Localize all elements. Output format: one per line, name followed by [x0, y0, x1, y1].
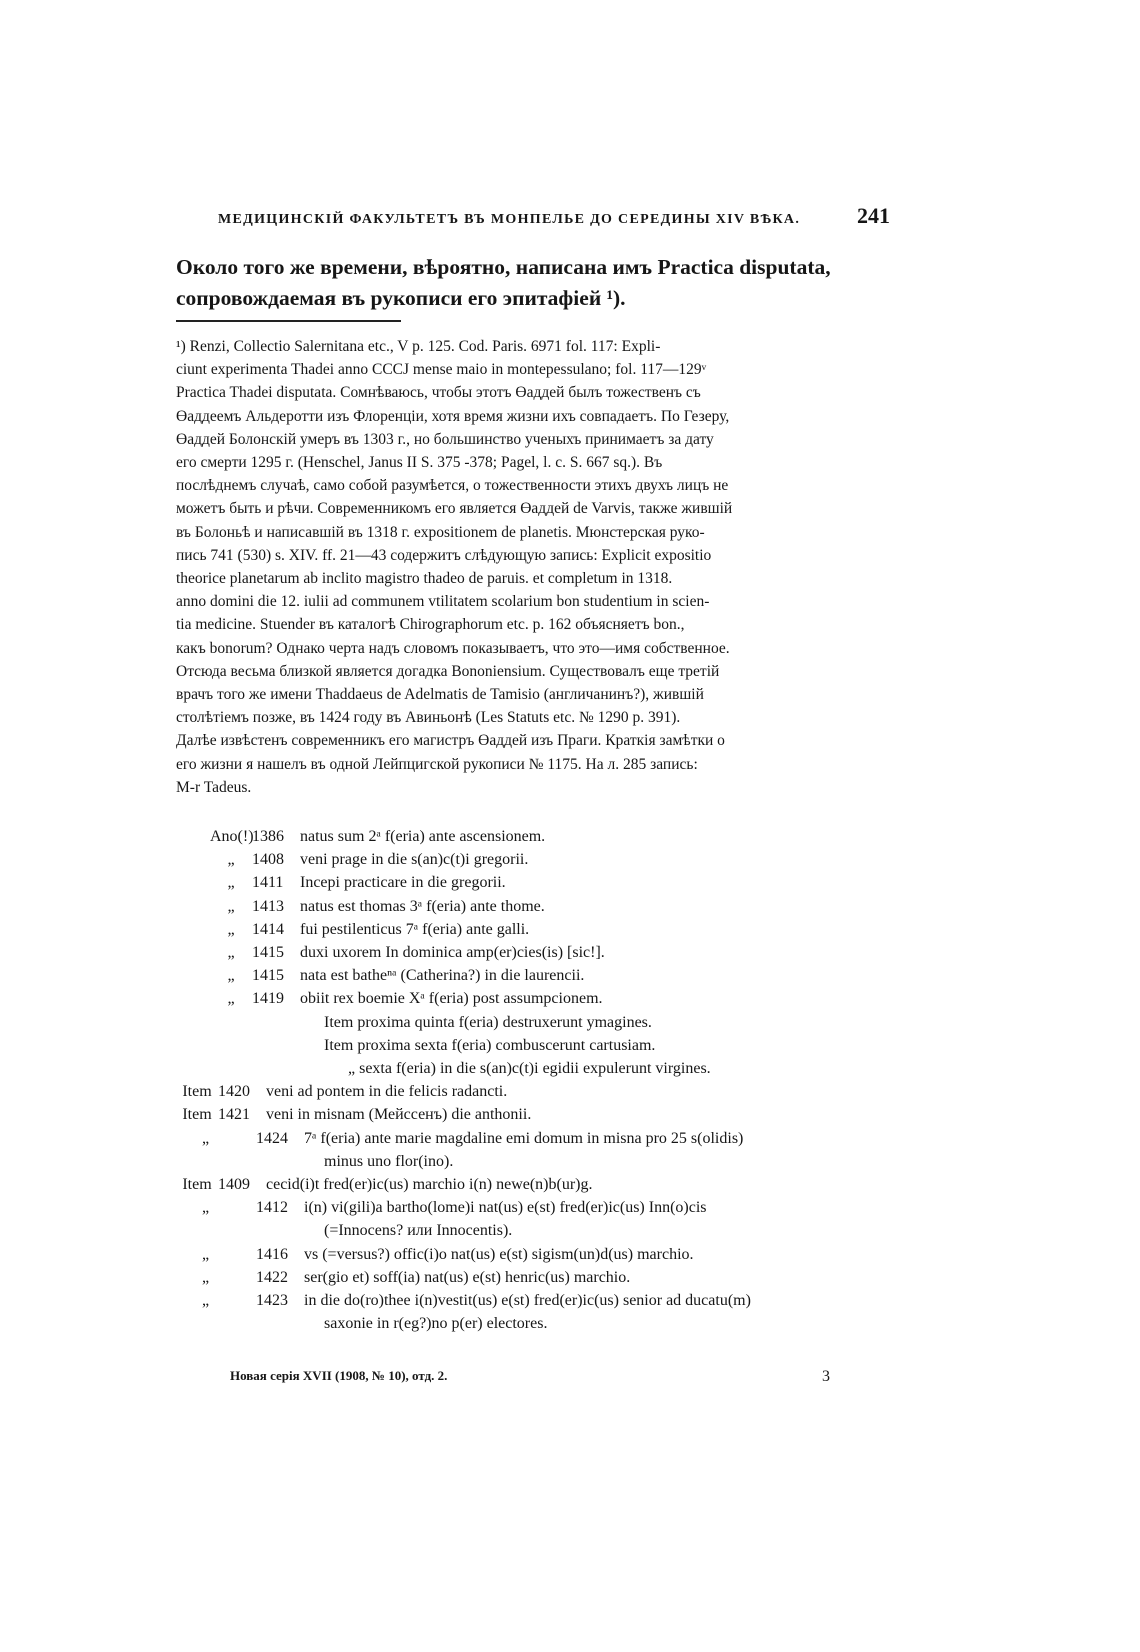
- entry-text: 7ᵃ f(eria) ante marie magdaline emi domum in misna pro 25 s(olidis): [304, 1129, 744, 1147]
- entry-year: 1413: [252, 897, 284, 915]
- footnote-line: можетъ быть и рѣчи. Современникомъ его является Өаддей de Varvis, также жившій: [176, 500, 733, 518]
- chronicle-entries: [176, 825, 896, 1335]
- entry-prefix: Item: [182, 1083, 212, 1101]
- footnote-line: столѣтіемъ позже, въ 1424 году въ Авиньонѣ (Les Statuts etc. № 1290 p. 391).: [176, 709, 681, 727]
- entry-text: obiit rex boemie Xᵃ f(eria) post assumpcionem.: [300, 990, 603, 1008]
- footnote-line: врачъ того же имени Thaddaeus de Adelmatis de Tamisio (англичанинъ?), жившій: [176, 686, 704, 704]
- footnote-line: какъ bonorum? Однако черта надъ словомъ показываетъ, что это—имя собственное.: [176, 639, 730, 657]
- entry-year: 1415: [252, 967, 284, 985]
- signature-mark: 3: [822, 1368, 830, 1385]
- chronicle-entry: [176, 895, 896, 918]
- footnote-line: Далѣе извѣстенъ современникъ его магистръ Өаддей изъ Праги. Краткія замѣтки о: [176, 732, 725, 750]
- chronicle-entry: [176, 871, 896, 894]
- entry-text: ser(gio et) soff(ia) nat(us) e(st) henric(us) marchio.: [304, 1268, 631, 1286]
- entry-year: 1386: [252, 828, 284, 845]
- chronicle-entry: [176, 1127, 896, 1150]
- footnote-line: M-r Tadeus.: [176, 778, 252, 796]
- intro-line: сопровождаемая въ рукописи его эпитафіей ¹).: [176, 286, 626, 310]
- entry-prefix: „: [202, 1245, 210, 1263]
- footnote-line: послѣднемъ случаѣ, само собой разумѣется, о тожественности этихъ двухъ лицъ не: [176, 477, 729, 495]
- footnote-line: Өаддей Болонскій умеръ въ 1303 г., но большинство ученыхъ принимаетъ за дату: [176, 430, 714, 448]
- footnote-line: Отсюда весьма близкой является догадка Bononiensium. Существовалъ еще третій: [176, 662, 720, 680]
- entry-year: 1416: [256, 1245, 288, 1263]
- intro-line: Около того же времени, вѣроятно, написана имъ Practica disputata,: [176, 255, 831, 279]
- entry-text: natus est thomas 3ᵃ f(eria) ante thome.: [300, 897, 545, 915]
- entry-prefix: „: [202, 1129, 210, 1147]
- entry-prefix: Ano(!): [210, 828, 254, 845]
- chronicle-item-line: Item proxima sexta f(eria) combuscerunt cartusiam.: [324, 1036, 656, 1054]
- entry-year: 1415: [252, 944, 284, 962]
- footnote-line: ciunt experimenta Thadei anno CCCJ mense maio in montepessulano; fol. 117—129ᵛ: [176, 361, 707, 379]
- entry-year: 1411: [252, 874, 284, 892]
- page-number: 241: [857, 203, 890, 228]
- entry-prefix: „: [227, 944, 235, 962]
- entry-text: cecid(i)t fred(er)ic(us) marchio i(n) newe(n)b(ur)g.: [266, 1176, 593, 1194]
- footnote-line: anno domini die 12. iulii ad communem vtilitatem scolarium bon studentium in scien-: [176, 593, 710, 611]
- chronicle-entry: [176, 941, 896, 964]
- entry-prefix: „: [202, 1292, 210, 1310]
- chronicle-entry: [176, 1103, 896, 1126]
- chronicle-entry: [176, 1173, 896, 1196]
- chronicle-entry: [176, 964, 896, 987]
- footnote-line: въ Болоньѣ и написавшій въ 1318 г. expositionem de planetis. Мюнстерская руко-: [176, 523, 705, 541]
- page-footer: [230, 1368, 830, 1386]
- running-head: [218, 203, 890, 231]
- chronicle-entry: [176, 825, 896, 848]
- entry-year: 1419: [252, 990, 284, 1008]
- entry-prefix: „: [227, 967, 235, 985]
- entry-text: vs (=versus?) offic(i)o nat(us) e(st) sigism(un)d(us) marchio.: [304, 1245, 694, 1263]
- chronicle-entry: [176, 848, 896, 871]
- entry-year: 1414: [252, 920, 284, 938]
- entry-text: fui pestilenticus 7ᵃ f(eria) ante galli.: [300, 920, 530, 938]
- entry-prefix: „: [227, 920, 235, 938]
- entry-text: veni ad pontem in die felicis radancti.: [266, 1083, 508, 1101]
- entry-year: 1409: [218, 1176, 250, 1194]
- footnote-line: Өаддеемъ Альдеротти изъ Флоренціи, хотя время жизни ихъ совпадаетъ. По Гезеру,: [176, 407, 730, 425]
- entry-prefix: „: [227, 874, 235, 892]
- running-title: МЕДИЦИНСКІЙ ФАКУЛЬТЕТЪ ВЪ МОНПЕЛЬЕ ДО СЕРЕДИНЫ XIV ВѢКА.: [218, 212, 801, 227]
- entry-year: 1420: [218, 1083, 250, 1101]
- chronicle-item-line: Item proxima quinta f(eria) destruxerunt ymagines.: [324, 1013, 652, 1031]
- chronicle-entry: [176, 918, 896, 941]
- chronicle-continuation: saxonie in r(eg?)no p(er) electores.: [324, 1315, 548, 1333]
- footnote: [176, 335, 896, 799]
- chronicle-entry: [176, 1266, 896, 1289]
- chronicle-continuation: (=Innocens? или Innocentis).: [324, 1222, 513, 1240]
- chronicle-entry: [176, 987, 896, 1010]
- chronicle-entry: [176, 1243, 896, 1266]
- entry-prefix: Item: [182, 1106, 212, 1124]
- chronicle-continuation: minus uno flor(ino).: [324, 1152, 454, 1170]
- entry-prefix: Item: [182, 1176, 212, 1194]
- entry-text: veni in misnam (Мейссенъ) die anthonii.: [266, 1106, 532, 1124]
- chronicle-item-line: „ sexta f(eria) in die s(an)c(t)i egidii expulerunt virgines.: [348, 1060, 711, 1078]
- footnote-line: Practica Thadei disputata. Сомнѣваюсь, чтобы этотъ Өаддей былъ тожественъ съ: [176, 384, 701, 402]
- footnote-line: theorice planetarum ab inclito magistro thadeo de paruis. et completum in 1318.: [176, 570, 673, 588]
- entry-text: veni prage in die s(an)c(t)i gregorii.: [300, 851, 529, 869]
- footnote-line: пись 741 (530) s. XIV. ff. 21—43 содержитъ слѣдующую запись: Explicit expositio: [176, 546, 712, 564]
- entry-year: 1412: [256, 1199, 288, 1217]
- entry-year: 1423: [256, 1292, 288, 1310]
- entry-text: i(n) vi(gili)a bartho(lome)i nat(us) e(st) fred(er)ic(us) Inn(o)cis: [304, 1199, 707, 1217]
- footnote-line: его жизни я нашелъ въ одной Лейпцигской рукописи № 1175. На л. 285 запись:: [176, 755, 698, 773]
- entry-year: 1408: [252, 851, 284, 869]
- entry-text: duxi uxorem In dominica amp(er)cies(is) [sic!].: [300, 944, 605, 962]
- entry-text: in die do(ro)thee i(n)vestit(us) e(st) fred(er)ic(us) senior ad ducatu(m): [304, 1292, 751, 1310]
- entry-prefix: „: [202, 1199, 210, 1217]
- chronicle-entry: [176, 1289, 896, 1312]
- chronicle-entry: [176, 1196, 896, 1219]
- series-note: Новая серія XVII (1908, № 10), отд. 2.: [230, 1368, 448, 1383]
- entry-prefix: „: [227, 851, 235, 869]
- entry-year: 1421: [218, 1106, 250, 1124]
- entry-prefix: „: [227, 897, 235, 915]
- footnote-rule: [176, 320, 401, 322]
- entry-prefix: „: [227, 990, 235, 1008]
- entry-year: 1424: [256, 1129, 288, 1147]
- chronicle-entry: [176, 1080, 896, 1103]
- intro-paragraph: [176, 252, 896, 314]
- entry-text: nata est batheⁿᵃ (Catherina?) in die laurencii.: [300, 967, 585, 985]
- entry-text: Incepi practicare in die gregorii.: [300, 874, 506, 892]
- footnote-line: tia medicine. Stuender въ каталогѣ Chirographorum etc. p. 162 объясняетъ bon.,: [176, 616, 685, 634]
- entry-text: natus sum 2ᵃ f(eria) ante ascensionem.: [300, 828, 546, 845]
- footnote-line: ¹) Renzi, Collectio Salernitana etc., V p. 125. Cod. Paris. 6971 fol. 117: Expli-: [176, 338, 661, 355]
- footnote-line: его смерти 1295 г. (Henschel, Janus II S. 375 -378; Pagel, l. c. S. 667 sq.). Въ: [176, 454, 663, 472]
- entry-prefix: „: [202, 1268, 210, 1286]
- entry-year: 1422: [256, 1268, 288, 1286]
